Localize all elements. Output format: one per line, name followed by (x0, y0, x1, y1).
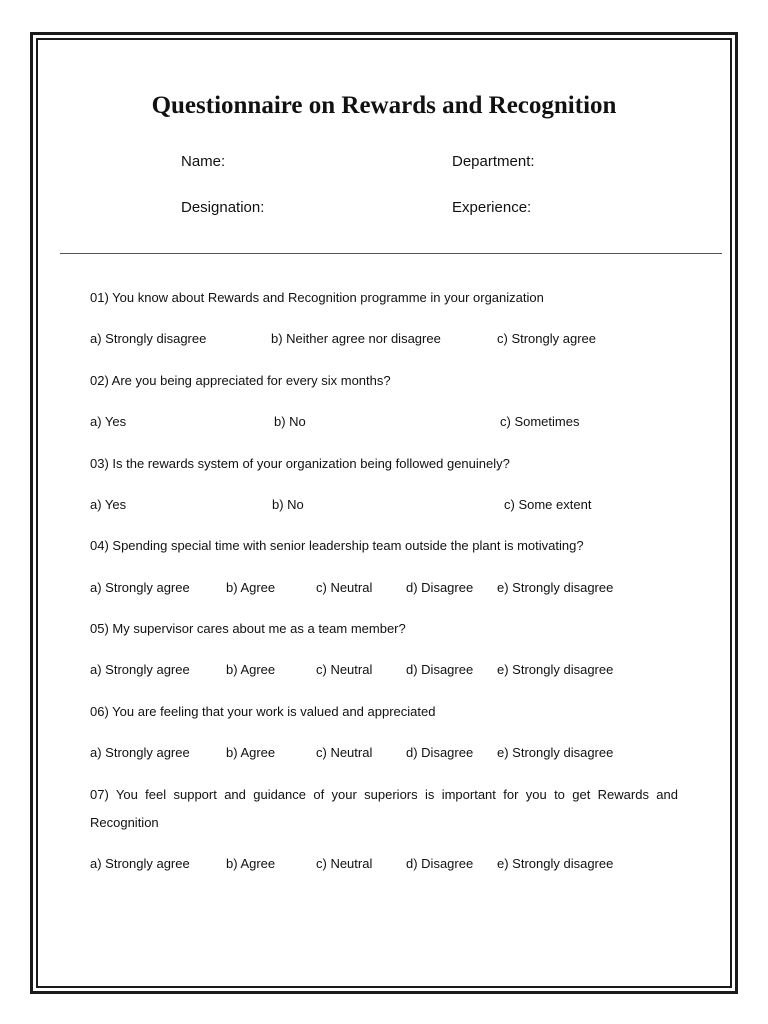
q4-option-c: c) Neutral (316, 580, 373, 595)
q6-option-b: b) Agree (226, 745, 276, 760)
experience-label: Experience: (452, 199, 532, 216)
designation-label: Designation: (181, 199, 265, 216)
question-3: 03) Is the rewards system of your organization being followed genuinely? (90, 456, 510, 471)
q6-option-d: d) Disagree (406, 745, 474, 760)
q3-option-a: a) Yes (90, 497, 127, 512)
q5-option-c: c) Neutral (316, 662, 373, 677)
q2-option-b: b) No (274, 414, 306, 429)
question-7: 07) You feel support and guidance of your superiors is important for you to get Rewards and Recognition (90, 787, 678, 830)
q5-option-b: b) Agree (226, 662, 276, 677)
q6-option-e: e) Strongly disagree (497, 745, 614, 760)
q4-option-e: e) Strongly disagree (497, 580, 614, 595)
department-label: Department: (452, 153, 535, 170)
q1-option-c: c) Strongly agree (497, 331, 596, 346)
q2-option-a: a) Yes (90, 414, 127, 429)
page-border-inner (36, 38, 732, 988)
header-divider (60, 253, 722, 254)
q4-option-b: b) Agree (226, 580, 276, 595)
q3-option-c: c) Some extent (504, 497, 592, 512)
q5-option-a: a) Strongly agree (90, 662, 190, 677)
document-title: Questionnaire on Rewards and Recognition (151, 92, 617, 119)
q7-option-e: e) Strongly disagree (497, 856, 614, 871)
question-1: 01) You know about Rewards and Recognition programme in your organization (90, 290, 544, 305)
q1-option-a: a) Strongly disagree (90, 331, 207, 346)
q4-option-a: a) Strongly agree (90, 580, 190, 595)
q5-option-e: e) Strongly disagree (497, 662, 614, 677)
q7-option-b: b) Agree (226, 856, 276, 871)
q7-option-c: c) Neutral (316, 856, 373, 871)
q6-option-c: c) Neutral (316, 745, 373, 760)
question-6: 06) You are feeling that your work is valued and appreciated (90, 704, 436, 719)
q7-option-a: a) Strongly agree (90, 856, 190, 871)
q6-option-a: a) Strongly agree (90, 745, 190, 760)
question-5: 05) My supervisor cares about me as a team member? (90, 621, 406, 636)
name-label: Name: (181, 153, 226, 170)
q5-option-d: d) Disagree (406, 662, 474, 677)
q4-option-d: d) Disagree (406, 580, 474, 595)
question-2: 02) Are you being appreciated for every six months? (90, 373, 391, 388)
q3-option-b: b) No (272, 497, 304, 512)
q2-option-c: c) Sometimes (500, 414, 580, 429)
q1-option-b: b) Neither agree nor disagree (271, 331, 441, 346)
q7-option-d: d) Disagree (406, 856, 474, 871)
question-4: 04) Spending special time with senior leadership team outside the plant is motivating? (90, 538, 584, 553)
